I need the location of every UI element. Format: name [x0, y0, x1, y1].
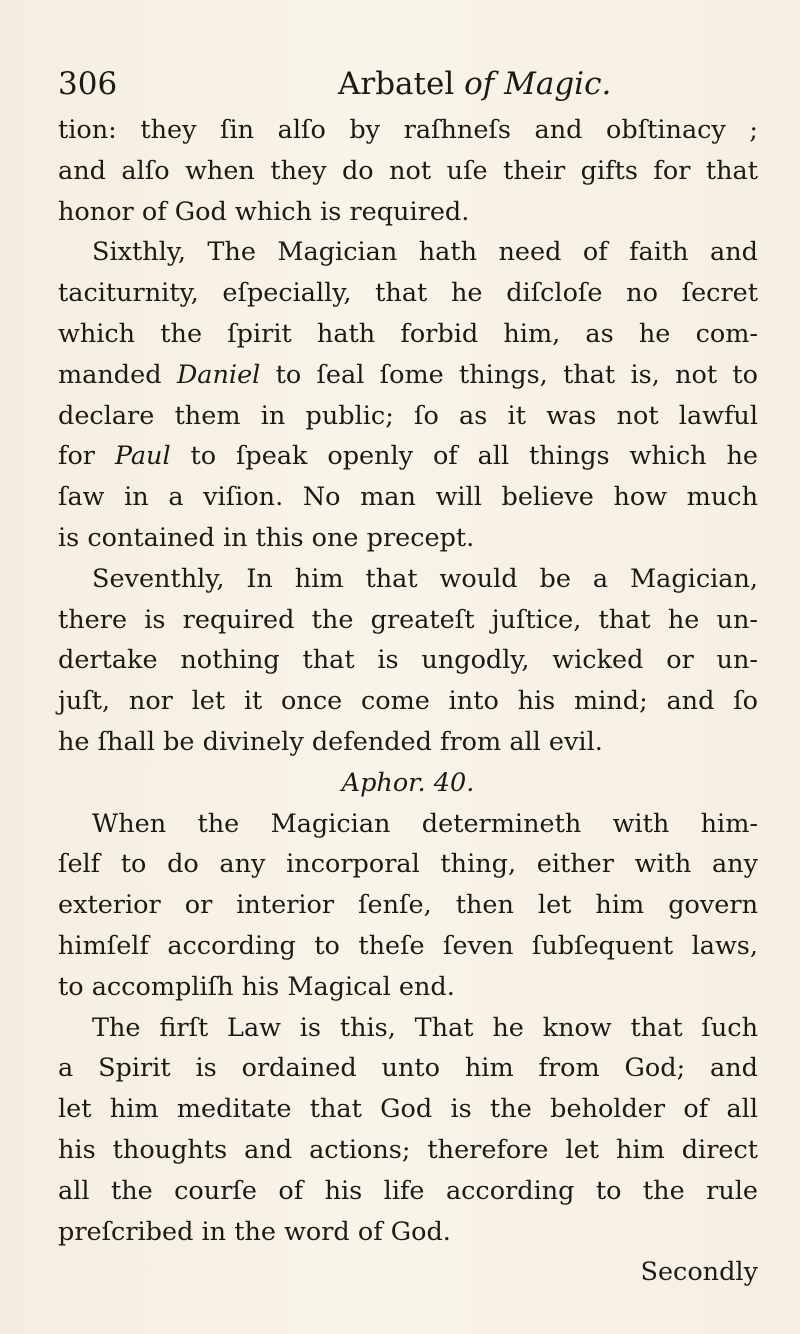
text-line: is contained in this one precept.	[58, 522, 475, 553]
text-segment: to ſeal ſome things, that is, not to	[260, 359, 759, 390]
text-line: there is required the greateſt juſtice, that he un-	[58, 604, 758, 635]
text-line: which the ſpirit hath forbid him, as he com-	[58, 318, 758, 349]
text-line: he ſhall be divinely defended from all evil.	[58, 726, 603, 757]
text-line: himſelf according to theſe ſeven ſubſequent laws,	[58, 930, 758, 961]
name-daniel: Daniel	[176, 359, 261, 390]
text-line: ſelf to do any incorporal thing, either with any	[58, 849, 758, 880]
text-segment: for	[58, 441, 115, 472]
text-line: preſcribed in the word of God.	[58, 1216, 451, 1247]
text-line: declare them in public; ſo as it was not lawful	[58, 400, 758, 431]
text-line: and alſo when they do not uſe their gifts for that	[58, 155, 758, 186]
text-segment: to ſpeak openly of all things which he	[170, 441, 758, 472]
text-line: When the Magician determineth with him-	[92, 808, 758, 839]
running-head-title: Arbatel	[338, 66, 455, 102]
text-line	[58, 355, 758, 396]
text-line: exterior or interior ſenſe, then let him govern	[58, 890, 758, 921]
text-line: Sixthly, The Magician hath need of faith and	[92, 237, 758, 268]
text-line: all the courſe of his life according to the rule	[58, 1175, 758, 1206]
catchword: Secondly	[640, 1257, 758, 1288]
text-line: Seventhly, In him that would be a Magician,	[92, 563, 758, 594]
text-line: juſt, nor let it once come into his mind; and ſo	[58, 686, 758, 717]
text-line: to accompliſh his Magical end.	[58, 971, 455, 1002]
aphorism-heading: Aphor. 40.	[341, 767, 475, 798]
text-line: ſaw in a viſion. No man will believe how much	[58, 482, 758, 513]
text-line: his thoughts and actions; therefore let him direct	[58, 1134, 758, 1165]
text-line: a Spirit is ordained unto him from God; and	[58, 1053, 758, 1084]
name-paul: Paul	[114, 441, 171, 472]
text-line: dertake nothing that is ungodly, wicked or un-	[58, 645, 758, 676]
page-number: 306	[58, 66, 118, 102]
running-head-subtitle: of Magic.	[464, 66, 612, 102]
body-text	[58, 110, 758, 1293]
text-line: The firſt Law is this, That he know that ſuch	[92, 1012, 758, 1043]
text-line: tion: they ſin alſo by raſhneſs and obſtinacy ;	[58, 115, 758, 145]
text-line: taciturnity, eſpecially, that he diſcloſe no ſecret	[58, 278, 758, 309]
text-line	[58, 436, 758, 477]
text-line: honor of God which is required.	[58, 196, 470, 227]
running-head	[338, 62, 611, 106]
page-header	[58, 62, 748, 106]
text-line: let him meditate that God is the beholder of all	[58, 1094, 758, 1125]
text-segment: manded	[58, 359, 177, 390]
